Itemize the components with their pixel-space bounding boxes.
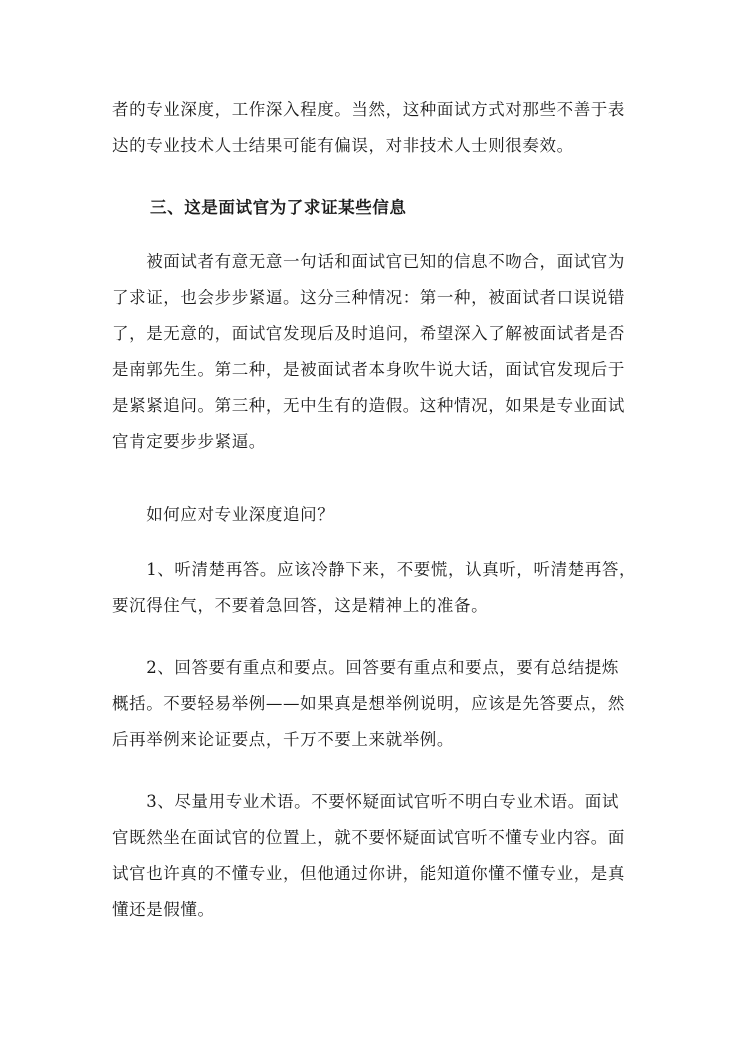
text-line: 官肯定要步步紧逼。 bbox=[112, 432, 266, 451]
text-line: 后再举例来论证要点，千万不要上来就举例。 bbox=[112, 730, 454, 749]
text-line: 2、回答要有重点和要点。回答要有重点和要点，要有总结提炼 bbox=[112, 658, 619, 677]
text-line: 1、听清楚再答。应该冷静下来，不要慌，认真听，听清楚再答， bbox=[112, 560, 637, 579]
text-line: 了，是无意的，面试官发现后及时追问，希望深入了解被面试者是否 bbox=[112, 324, 625, 343]
text-line: 官既然坐在面试官的位置上，就不要怀疑面试官听不懂专业内容。面 bbox=[112, 828, 625, 847]
text-line: 要沉得住气，不要着急回答，这是精神上的准备。 bbox=[112, 596, 489, 615]
section-heading: 三、这是面试官为了求证某些信息 bbox=[150, 198, 407, 217]
paragraph-verify bbox=[112, 244, 638, 460]
text-line: 如何应对专业深度追问？ bbox=[112, 505, 335, 524]
question-line bbox=[112, 497, 638, 533]
text-line: 是南郭先生。第二种，是被面试者本身吹牛说大话，面试官发现后于 bbox=[112, 360, 625, 379]
text-line: 懂还是假懂。 bbox=[112, 900, 215, 919]
list-item-1 bbox=[112, 552, 638, 624]
paragraph-intro bbox=[112, 92, 638, 164]
text-line: 试官也许真的不懂专业，但他通过你讲，能知道你懂不懂专业，是真 bbox=[112, 864, 625, 883]
text-line: 达的专业技术人士结果可能有偏误，对非技术人士则很奏效。 bbox=[112, 136, 574, 155]
text-line: 概括。不要轻易举例——如果真是想举例说明，应该是先答要点，然 bbox=[112, 694, 625, 713]
text-line: 是紧紧追问。第三种，无中生有的造假。这种情况，如果是专业面试 bbox=[112, 396, 625, 415]
text-line: 了求证，也会步步紧逼。这分三种情况：第一种，被面试者口误说错 bbox=[112, 288, 625, 307]
text-line: 被面试者有意无意一句话和面试官已知的信息不吻合，面试官为 bbox=[112, 252, 625, 271]
list-item-3 bbox=[112, 784, 638, 928]
list-item-2 bbox=[112, 650, 638, 758]
text-line: 者的专业深度，工作深入程度。当然，这种面试方式对那些不善于表 bbox=[112, 100, 625, 119]
text-line: 3、尽量用专业术语。不要怀疑面试官听不明白专业术语。面试 bbox=[112, 792, 619, 811]
